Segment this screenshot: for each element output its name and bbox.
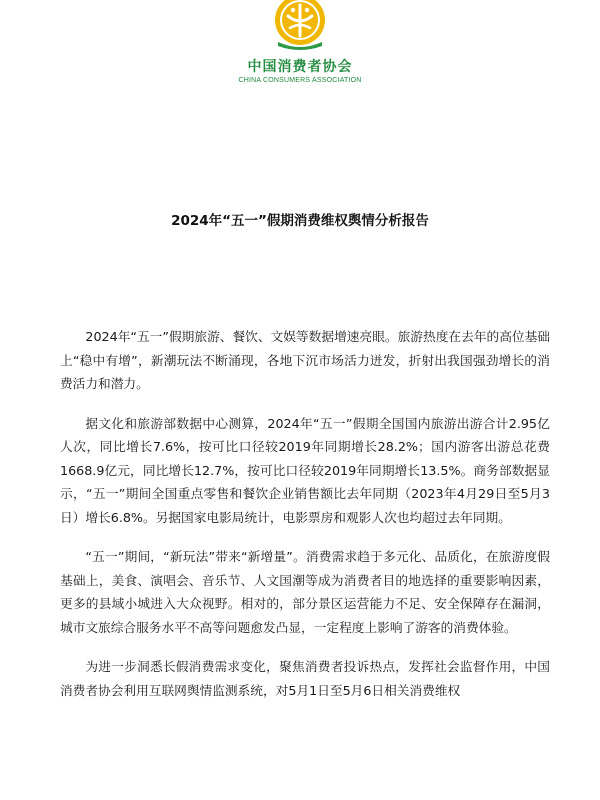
header-logo-block xyxy=(0,0,600,84)
org-name-en: CHINA CONSUMERS ASSOCIATION xyxy=(238,77,362,84)
document-body xyxy=(60,325,550,718)
paragraph: 据文化和旅游部数据中心测算，2024年“五一”假期全国国内旅游出游合计2.95亿人次，同比增长7.6%，按可比口径较2019年同期增长28.2%；国内游客出游总花费1668.9亿元，同比增长12.7%，按可比口径较2019年同期增长13.5%。商务部数据显示，“五一”期间全国重点零售和餐饮企业销售额比去年同期（2023年4月29日至5月3日）增长6.8%。另据国家电影局统计，电影票房和观影人次也均超过去年同期。 xyxy=(60,415,550,525)
paragraph: “五一”期间，“新玩法”带来“新增量”。消费需求趋于多元化、品质化，在旅游度假基础上，美食、演唱会、音乐节、人文国潮等成为消费者目的地选择的重要影响因素，更多的县域小城进入大众视野。相对的，部分景区运营能力不足、安全保障存在漏洞，城市文旅综合服务水平不高等问题愈发凸显，一定程度上影响了游客的消费体验。 xyxy=(60,549,550,635)
paragraph: 为进一步洞悉长假消费需求变化，聚焦消费者投诉热点，发挥社会监督作用，中国消费者协会利用互联网舆情监测系统，对5月1日至5月6日相关消费维权 xyxy=(60,659,550,698)
org-name-cn: 中国消费者协会 xyxy=(247,59,353,75)
cca-emblem-icon xyxy=(268,0,332,54)
document-title: 2024年“五一”假期消费维权舆情分析报告 xyxy=(171,213,429,229)
paragraph: 2024年“五一”假期旅游、餐饮、文娱等数据增速亮眼。旅游热度在去年的高位基础上“稳中有增”，新潮玩法不断涌现，各地下沉市场活力迸发，折射出我国强劲增长的消费活力和潜力。 xyxy=(60,329,550,391)
